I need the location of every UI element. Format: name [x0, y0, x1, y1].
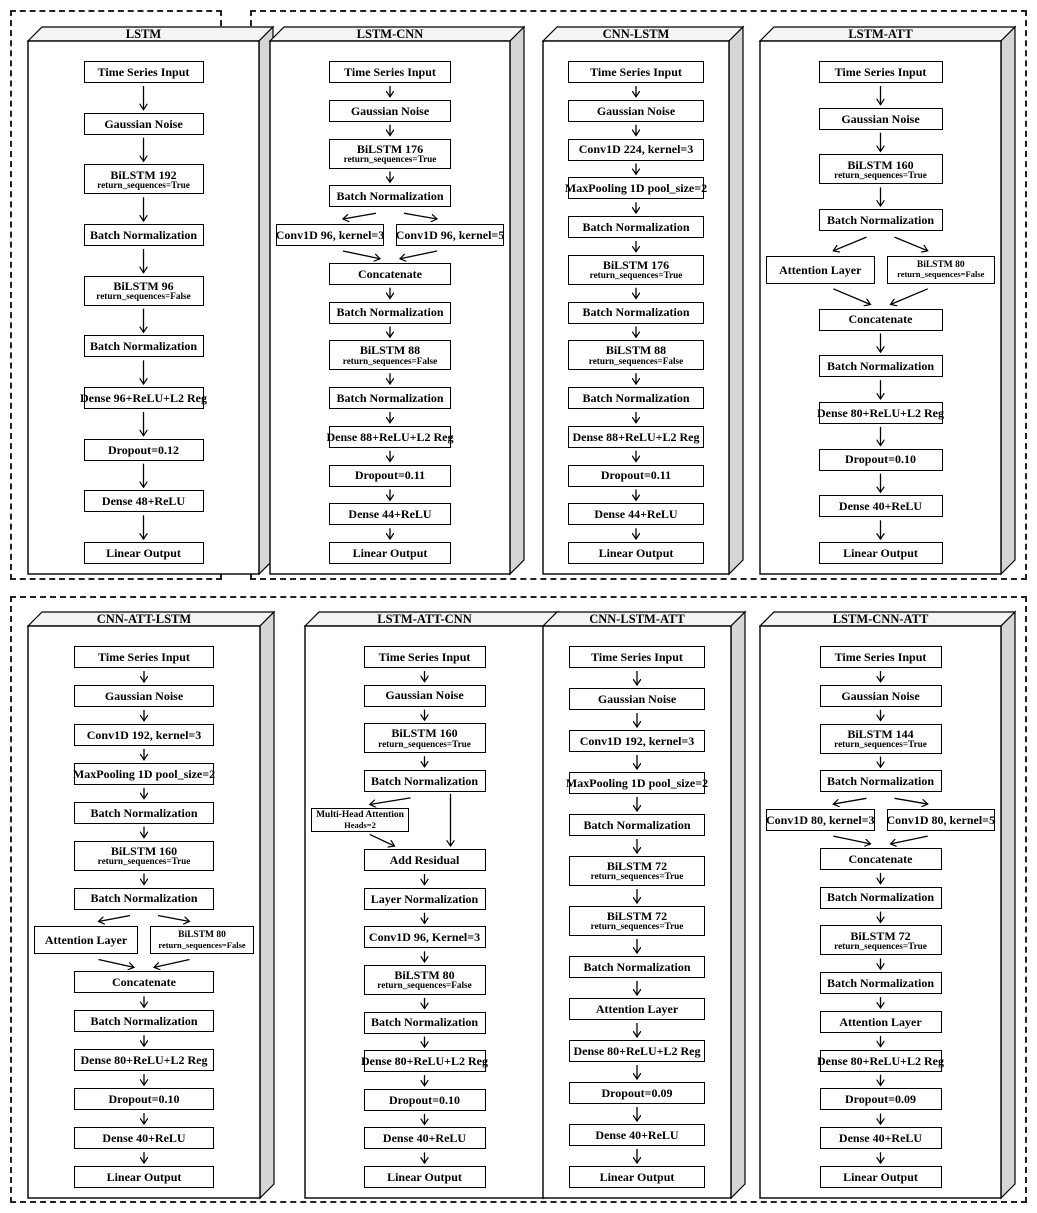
layer-sublabel: return_sequences=True — [834, 940, 927, 951]
layer-box — [361, 1050, 488, 1072]
layer-box — [820, 925, 942, 955]
layer-box — [74, 1127, 214, 1149]
layer-label: BiLSTM 192 — [110, 167, 177, 182]
layer-box — [329, 100, 451, 122]
layer-box — [74, 1049, 214, 1071]
layer-box — [569, 1166, 705, 1188]
layer-box — [568, 255, 704, 285]
layer-label: Dense 80+ReLU+L2 Reg — [817, 1053, 944, 1068]
layer-box — [74, 841, 214, 871]
model-panel-lstm-cnn-att — [760, 612, 1015, 1198]
layer-box — [569, 1040, 705, 1062]
layer-box — [569, 856, 705, 886]
layer-box — [820, 770, 942, 792]
layer-box — [329, 503, 451, 525]
layer-label: Dense 80+ReLU+L2 Reg — [573, 1043, 701, 1058]
layer-label: Time Series Input — [591, 649, 683, 664]
layer-box — [820, 646, 942, 668]
layer-label: Batch Normalization — [582, 305, 690, 320]
layer-label: Dropout=0.11 — [600, 468, 672, 483]
layer-box — [820, 1011, 942, 1033]
layer-box — [74, 1088, 214, 1110]
model-panel-cnn-lstm-att — [543, 612, 745, 1198]
layer-label: Dense 40+ReLU — [595, 1127, 679, 1142]
layer-box — [329, 302, 451, 324]
layer-box — [819, 209, 943, 231]
layer-label: BiLSTM 80 — [394, 968, 455, 983]
layer-box — [329, 340, 451, 370]
layer-box — [568, 302, 704, 324]
layer-box — [84, 164, 204, 194]
layer-label: Dropout=0.09 — [601, 1085, 673, 1100]
layer-label: Layer Normalization — [370, 891, 479, 906]
layer-box — [819, 355, 943, 377]
layer-label: Gaussian Noise — [104, 688, 184, 703]
layer-box — [364, 1127, 486, 1149]
layer-label: Gaussian Noise — [350, 103, 430, 118]
layer-label: Batch Normalization — [827, 359, 934, 374]
layer-label: Attention Layer — [779, 262, 862, 277]
panel-side-face — [729, 27, 743, 574]
layer-box — [820, 1127, 942, 1149]
layer-box — [80, 387, 207, 409]
layer-box — [364, 646, 486, 668]
layer-label: Attention Layer — [839, 1014, 922, 1029]
layer-label: BiLSTM 80 — [178, 930, 226, 941]
layer-label: Batch Normalization — [336, 305, 444, 320]
layer-box — [568, 426, 704, 448]
layer-label: Time Series Input — [344, 64, 436, 79]
model-panel-lstm-cnn — [270, 27, 524, 574]
layer-label: Dense 80+ReLU+L2 Reg — [361, 1054, 488, 1069]
layer-box — [766, 809, 875, 831]
layer-sublabel: return_sequences=False — [158, 939, 246, 950]
layer-sublabel: return_sequences=True — [834, 169, 927, 180]
layer-box — [817, 1050, 944, 1072]
layer-box — [820, 1166, 942, 1188]
layer-label: Dropout=0.10 — [108, 1092, 180, 1107]
layer-box — [568, 503, 704, 525]
layer-label: Conv1D 96, Kernel=3 — [368, 930, 481, 945]
model-panel-cnn-att-lstm — [28, 612, 274, 1198]
layer-label: Dense 96+ReLU+L2 Reg — [80, 390, 207, 405]
layer-label: Conv1D 80, kernel=3 — [766, 812, 875, 827]
model-title: CNN-LSTM — [602, 27, 670, 41]
layer-box — [820, 972, 942, 994]
layer-label: Concatenate — [358, 266, 422, 281]
layer-label: Linear Output — [598, 545, 674, 560]
layer-box — [887, 256, 996, 284]
layer-box — [84, 439, 204, 461]
layer-box — [329, 542, 451, 564]
panel-side-face — [1001, 612, 1015, 1198]
layer-box — [74, 802, 214, 824]
layer-label: Gaussian Noise — [385, 688, 464, 703]
layer-box — [568, 340, 704, 370]
model-title: LSTM-CNN — [356, 27, 424, 41]
layer-label: BiLSTM 144 — [847, 726, 914, 741]
layer-box — [569, 998, 705, 1020]
layer-box — [819, 108, 943, 130]
model-panel-cnn-lstm — [543, 27, 743, 574]
layer-label: MaxPooling 1D pool_size=2 — [72, 766, 216, 781]
layer-box — [74, 1166, 214, 1188]
layer-label: Concatenate — [848, 312, 913, 327]
layer-sublabel: return_sequences=False — [897, 269, 985, 280]
layer-label: Gaussian Noise — [841, 688, 920, 703]
layer-box — [568, 542, 704, 564]
layer-box — [819, 449, 943, 471]
layer-box — [819, 309, 943, 331]
layer-box — [569, 1124, 705, 1146]
layer-box — [819, 61, 943, 83]
model-panel-lstm — [28, 27, 273, 574]
layer-label: Add Residual — [389, 852, 460, 867]
layer-label: Conv1D 192, kernel=3 — [579, 733, 695, 748]
layer-label: MaxPooling 1D pool_size=2 — [564, 181, 708, 196]
layer-box — [364, 1166, 486, 1188]
layer-label: Time Series Input — [378, 649, 471, 664]
layer-label: Batch Normalization — [582, 219, 690, 234]
layer-box — [766, 256, 875, 284]
layer-label: Concatenate — [112, 975, 176, 990]
layer-label: Time Series Input — [98, 649, 190, 664]
layer-box — [84, 113, 204, 135]
layer-label: Batch Normalization — [827, 212, 934, 227]
layer-label: Dropout=0.10 — [845, 452, 916, 467]
layer-box — [74, 724, 214, 746]
layer-label: Linear Output — [106, 545, 181, 560]
layer-box — [364, 965, 486, 995]
layer-label: Gaussian Noise — [841, 111, 920, 126]
panel-side-face — [260, 612, 274, 1198]
layer-label: Gaussian Noise — [104, 116, 183, 131]
layer-sublabel: return_sequences=True — [590, 921, 684, 932]
layer-label: Batch Normalization — [90, 891, 198, 906]
layer-label: BiLSTM 176 — [602, 257, 670, 272]
layer-box — [329, 387, 451, 409]
panel-front-face — [305, 626, 544, 1198]
layer-label: Dropout=0.09 — [845, 1092, 916, 1107]
layer-label: Dense 40+ReLU — [382, 1131, 467, 1146]
panel-side-face — [510, 27, 524, 574]
layer-label: Dense 80+ReLU+L2 Reg — [817, 405, 944, 420]
layer-box — [34, 926, 138, 954]
layer-label: Batch Normalization — [583, 959, 691, 974]
layer-label: Linear Output — [843, 1169, 918, 1184]
layer-sublabel: Heads=2 — [344, 819, 376, 830]
layer-box — [569, 688, 705, 710]
layer-box — [564, 177, 708, 199]
layer-box — [329, 139, 451, 169]
layer-label: Linear Output — [599, 1169, 675, 1184]
layer-label: Linear Output — [106, 1169, 182, 1184]
layer-sublabel: return_sequences=True — [590, 871, 684, 882]
layer-box — [568, 465, 704, 487]
model-title: LSTM-ATT-CNN — [377, 612, 472, 626]
layer-label: Attention Layer — [595, 1001, 679, 1016]
layer-box — [311, 808, 409, 832]
layer-box — [74, 646, 214, 668]
layer-sublabel: return_sequences=True — [343, 153, 437, 164]
layer-box — [568, 139, 704, 161]
layer-sublabel: return_sequences=False — [96, 291, 191, 302]
layer-box — [74, 685, 214, 707]
layer-box — [84, 490, 204, 512]
layer-label: Multi-Head Attention — [316, 810, 404, 821]
layer-box — [820, 685, 942, 707]
layer-label: MaxPooling 1D pool_size=2 — [565, 775, 709, 790]
layer-label: Dense 88+ReLU+L2 Reg — [326, 429, 454, 444]
layer-label: Dropout=0.11 — [354, 468, 426, 483]
layer-box — [84, 61, 204, 83]
layer-label: BiLSTM 88 — [359, 343, 421, 358]
layer-label: Dense 40+ReLU — [838, 1131, 923, 1146]
layer-box — [364, 723, 486, 753]
layer-box — [84, 276, 204, 306]
layer-label: Linear Output — [352, 545, 428, 560]
layer-box — [819, 154, 943, 184]
model-title: CNN-LSTM-ATT — [589, 612, 685, 626]
layer-label: Batch Normalization — [90, 339, 197, 354]
layer-box — [74, 1010, 214, 1032]
layer-box — [326, 426, 454, 448]
layer-label: BiLSTM 176 — [356, 141, 424, 156]
layer-label: Time Series Input — [834, 649, 927, 664]
model-title: LSTM-ATT — [848, 27, 913, 41]
layer-label: Batch Normalization — [90, 805, 198, 820]
model-title: CNN-ATT-LSTM — [96, 612, 192, 626]
layer-box — [329, 263, 451, 285]
layer-label: Dense 40+ReLU — [838, 499, 923, 514]
layer-label: Dropout=0.10 — [389, 1092, 460, 1107]
layer-label: Dropout=0.12 — [108, 442, 179, 457]
layer-label: BiLSTM 160 — [391, 726, 458, 741]
layer-label: Linear Output — [387, 1169, 462, 1184]
layer-box — [820, 724, 942, 754]
layer-box — [276, 224, 384, 246]
layer-box — [74, 888, 214, 910]
layer-box — [820, 1088, 942, 1110]
layer-label: BiLSTM 160 — [847, 157, 914, 172]
layer-label: BiLSTM 96 — [113, 278, 174, 293]
panel-front-face — [760, 626, 1001, 1198]
layer-label: BiLSTM 72 — [606, 859, 668, 874]
layer-box — [569, 906, 705, 936]
layer-box — [819, 542, 943, 564]
layer-box — [565, 772, 709, 794]
layer-label: BiLSTM 72 — [850, 928, 911, 943]
layer-label: BiLSTM 160 — [110, 843, 178, 858]
layer-label: Batch Normalization — [371, 773, 478, 788]
layer-label: BiLSTM 72 — [606, 909, 668, 924]
layer-box — [569, 814, 705, 836]
layer-label: Dense 48+ReLU — [101, 494, 186, 509]
layer-label: Conv1D 224, kernel=3 — [578, 142, 694, 157]
layer-label: Batch Normalization — [583, 817, 691, 832]
layer-box — [74, 971, 214, 993]
layer-label: Conv1D 96, kernel=5 — [395, 227, 505, 242]
layer-label: Batch Normalization — [90, 1014, 198, 1029]
layer-label: BiLSTM 80 — [916, 259, 965, 270]
layer-box — [74, 763, 214, 785]
layer-box — [84, 224, 204, 246]
model-title: LSTM-CNN-ATT — [832, 612, 929, 626]
layer-sublabel: return_sequences=True — [97, 856, 191, 867]
layer-sublabel: return_sequences=False — [377, 980, 472, 991]
layer-box — [569, 646, 705, 668]
layer-box — [364, 926, 486, 948]
panel-front-face — [28, 626, 260, 1198]
layer-box — [569, 956, 705, 978]
layer-box — [819, 495, 943, 517]
layer-label: Linear Output — [843, 545, 918, 560]
layer-label: Gaussian Noise — [596, 103, 676, 118]
layer-box — [150, 926, 254, 954]
layer-label: Concatenate — [848, 851, 913, 866]
model-panel-lstm-att — [760, 27, 1015, 574]
layer-sublabel: return_sequences=True — [834, 738, 927, 749]
layer-box — [568, 100, 704, 122]
panel-side-face — [731, 612, 745, 1198]
layer-label: Batch Normalization — [371, 1015, 478, 1030]
layer-box — [364, 888, 486, 910]
layer-box — [568, 216, 704, 238]
layer-label: Batch Normalization — [827, 976, 934, 991]
layer-label: Dense 44+ReLU — [594, 507, 678, 522]
layer-box — [364, 849, 486, 871]
layer-label: BiLSTM 88 — [605, 343, 667, 358]
layer-box — [364, 1012, 486, 1034]
layer-sublabel: return_sequences=True — [97, 179, 190, 190]
layer-label: Dense 88+ReLU+L2 Reg — [572, 429, 700, 444]
model-title: LSTM — [125, 27, 162, 41]
panel-side-face — [1001, 27, 1015, 574]
layer-label: Batch Normalization — [336, 189, 444, 204]
model-panel-lstm-att-cnn — [305, 612, 558, 1198]
layer-label: Dense 44+ReLU — [348, 507, 432, 522]
layer-box — [84, 542, 204, 564]
layer-label: Batch Normalization — [827, 890, 934, 905]
layer-label: Conv1D 96, kernel=3 — [275, 227, 385, 242]
layer-label: Gaussian Noise — [597, 691, 677, 706]
layer-label: Batch Normalization — [90, 227, 197, 242]
layer-box — [820, 848, 942, 870]
layer-sublabel: return_sequences=False — [342, 355, 438, 366]
layer-box — [819, 402, 943, 424]
layer-box — [329, 61, 451, 83]
layer-box — [364, 685, 486, 707]
layer-box — [820, 887, 942, 909]
layer-label: Batch Normalization — [582, 390, 690, 405]
layer-label: Dense 40+ReLU — [102, 1130, 186, 1145]
layer-sublabel: return_sequences=True — [378, 738, 471, 749]
layer-label: Time Series Input — [97, 64, 190, 79]
layer-label: Attention Layer — [44, 933, 128, 948]
layer-box — [329, 465, 451, 487]
layer-label: Conv1D 192, kernel=3 — [86, 727, 202, 742]
layer-sublabel: return_sequences=True — [589, 270, 683, 281]
layer-label: Time Series Input — [590, 64, 682, 79]
layer-box — [329, 185, 451, 207]
layer-label: Dense 80+ReLU+L2 Reg — [80, 1053, 208, 1068]
layer-label: Conv1D 80, kernel=5 — [886, 812, 996, 827]
layer-sublabel: return_sequences=False — [588, 355, 684, 366]
layer-box — [569, 1082, 705, 1104]
layer-box — [568, 387, 704, 409]
layer-box — [887, 809, 996, 831]
layer-label: Time Series Input — [834, 64, 927, 79]
layer-box — [364, 1089, 486, 1111]
layer-label: Batch Normalization — [827, 774, 934, 789]
layer-box — [569, 730, 705, 752]
layer-box — [568, 61, 704, 83]
layer-box — [396, 224, 504, 246]
layer-label: Batch Normalization — [336, 390, 444, 405]
layer-box — [364, 770, 486, 792]
layer-box — [84, 335, 204, 357]
